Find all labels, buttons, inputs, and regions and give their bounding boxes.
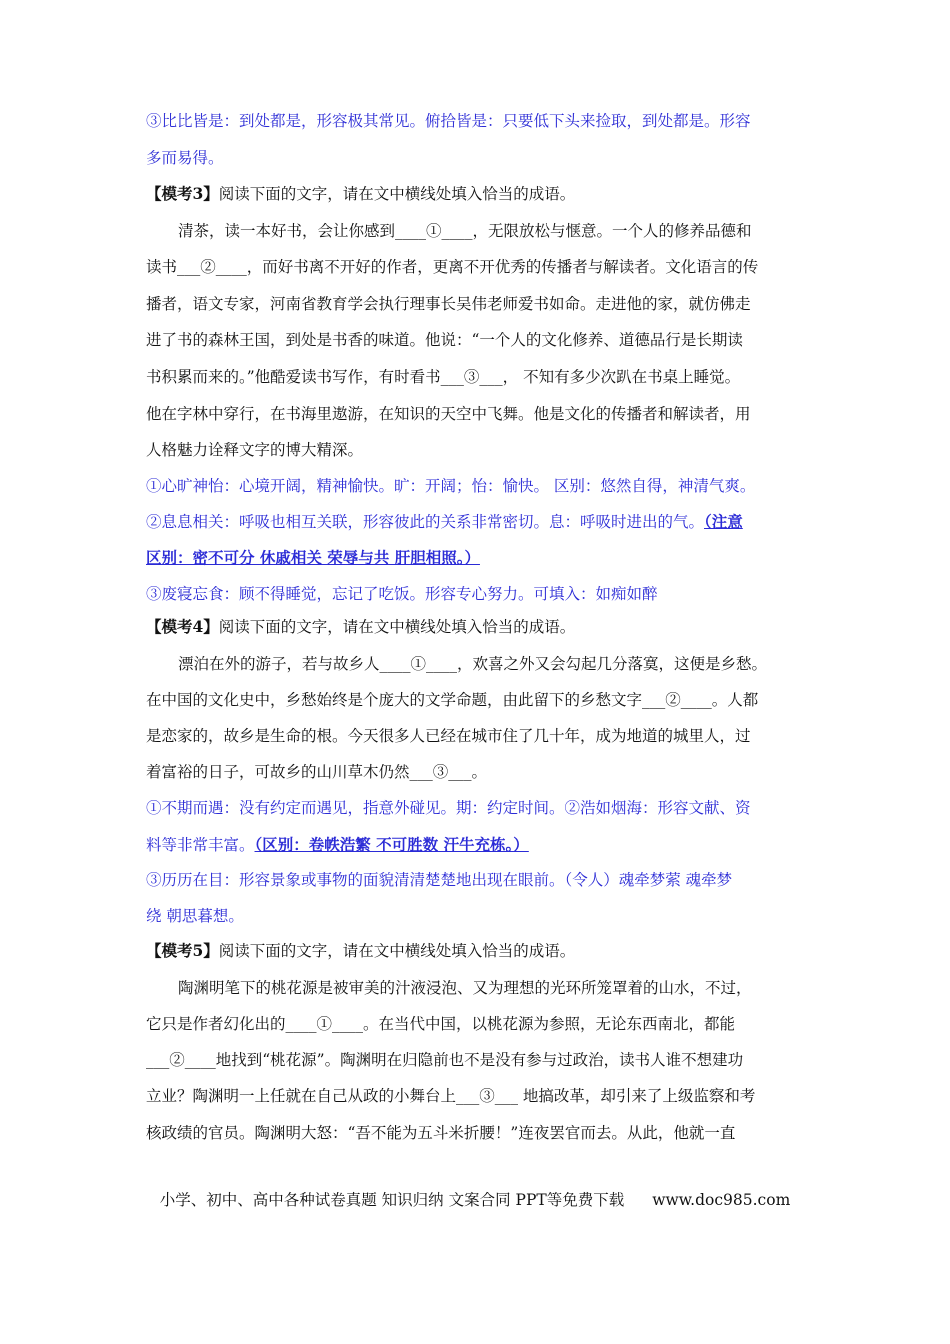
answer-line	[146, 110, 751, 132]
answer-line	[146, 834, 529, 856]
emphasis-note: 区别：密不可分 休戚相关 荣辱与共 肝胆相照。）	[146, 548, 480, 567]
answer-line	[146, 869, 732, 891]
answer-line	[146, 511, 743, 533]
answer-line	[146, 475, 755, 497]
passage-line	[146, 1085, 755, 1107]
line-text: 他在字林中穿行，在书海里遨游，在知识的天空中飞舞。他是文化的传播者和解读者，用	[146, 405, 751, 423]
passage-line	[178, 653, 767, 675]
passage-line	[146, 329, 743, 351]
answer-line	[146, 547, 480, 569]
line-text: 进了书的森林王国，到处是书香的味道。他说：“一个人的文化修养、道德品行是长期读	[146, 331, 743, 349]
line-text: 在中国的文化史中，乡愁始终是个庞大的文学命题，由此留下的乡愁文字___②____。人都	[146, 691, 759, 709]
passage-line	[178, 220, 752, 242]
question-label: 【模考5】	[146, 941, 219, 960]
question-label: 【模考4】	[146, 617, 219, 636]
line-text: 着富裕的日子，可故乡的山川草木仍然___③___。	[146, 763, 488, 781]
answer-line	[146, 797, 751, 819]
passage-line	[178, 977, 752, 999]
line-text: 书积累而来的。”他酷爱读书写作，有时看书___③___， 不知有多少次趴在书桌上睡觉。	[146, 368, 741, 386]
passage-line	[146, 403, 751, 425]
footer-url: www.doc985.com	[652, 1191, 791, 1209]
line-text: 阅读下面的文字，请在文中横线处填入恰当的成语。	[218, 185, 576, 203]
line-text: 人格魅力诠释文字的博大精深。	[146, 441, 364, 459]
line-text: ①不期而遇：没有约定而遇见，指意外碰见。期：约定时间。②浩如烟海：形容文献、资	[146, 799, 751, 817]
line-text: ①心旷神怡：心境开阔，精神愉快。旷：开阔；怡：愉快。 区别：悠然自得，神清气爽。	[146, 477, 756, 495]
passage-line	[146, 725, 751, 747]
line-text: 漂泊在外的游子，若与故乡人____①____，欢喜之外又会勾起几分落寞，这便是乡愁。	[178, 655, 768, 673]
line-text: 立业？陶渊明一上任就在自己从政的小舞台上___③___ 地搞改革，却引来了上级监察和考	[146, 1087, 756, 1105]
line-text: ②息息相关：呼吸也相互关联，形容彼此的关系非常密切。息：呼吸时进出的气。	[146, 513, 705, 531]
passage-line	[146, 1013, 735, 1035]
line-text: 阅读下面的文字，请在文中横线处填入恰当的成语。	[218, 618, 576, 636]
answer-line	[146, 905, 244, 927]
passage-line	[146, 439, 363, 461]
question-header	[146, 940, 575, 962]
answer-line	[146, 147, 224, 169]
line-text: 读书___②____，而好书离不开好的作者，更离不开优秀的传播者与解读者。文化语言的传	[146, 258, 759, 276]
line-text: 它只是作者幻化出的____①____。在当代中国，以桃花源为参照，无论东西南北，都能	[146, 1015, 736, 1033]
question-header	[146, 183, 575, 205]
line-text: 阅读下面的文字，请在文中横线处填入恰当的成语。	[218, 942, 576, 960]
line-text: ③废寝忘食：顾不得睡觉，忘记了吃饭。形容专心努力。可填入：如痴如醉	[146, 585, 658, 603]
line-text: 清茶，读一本好书，会让你感到____①____，无限放松与惬意。一个人的修养品德和	[178, 222, 752, 240]
line-text: 料等非常丰富。	[146, 836, 255, 854]
page-footer	[0, 1188, 950, 1210]
line-text: 是恋家的，故乡是生命的根。今天很多人已经在城市住了几十年，成为地道的城里人，过	[146, 727, 751, 745]
line-text: 绕 朝思暮想。	[146, 907, 244, 925]
passage-line	[146, 1122, 735, 1144]
passage-line	[146, 256, 758, 278]
answer-line	[146, 583, 658, 605]
emphasis-note: （区别：卷帙浩繁 不可胜数 汗牛充栋。）	[254, 835, 529, 854]
line-text: ___②____地找到“桃花源”。陶渊明在归隐前也不是没有参与过政治，读书人谁不想建功	[146, 1051, 744, 1069]
footer-promo-text: 小学、初中、高中各种试卷真题 知识归纳 文案合同 PPT等免费下载	[159, 1191, 625, 1209]
line-text: 陶渊明笔下的桃花源是被审美的汁液浸泡、又为理想的光环所笼罩着的山水，不过，	[178, 979, 752, 997]
line-text: ③历历在目：形容景象或事物的面貌清清楚楚地出现在眼前。（令人）魂牵梦萦 魂牵梦	[146, 871, 733, 889]
question-label: 【模考3】	[146, 184, 219, 203]
line-text: 多而易得。	[146, 149, 224, 167]
passage-line	[146, 761, 487, 783]
question-header	[146, 616, 575, 638]
passage-line	[146, 689, 758, 711]
emphasis-note: （注意	[704, 512, 743, 531]
passage-line	[146, 1049, 743, 1071]
line-text: 播者，语文专家，河南省教育学会执行理事长吴伟老师爱书如命。走进他的家，就仿佛走	[146, 295, 751, 313]
line-text: ③比比皆是：到处都是，形容极其常见。俯拾皆是：只要低下头来捡取，到处都是。形容	[146, 112, 751, 130]
passage-line	[146, 293, 751, 315]
line-text: 核政绩的官员。陶渊明大怒：“吾不能为五斗米折腰！”连夜罢官而去。从此，他就一直	[146, 1124, 736, 1142]
passage-line	[146, 366, 740, 388]
